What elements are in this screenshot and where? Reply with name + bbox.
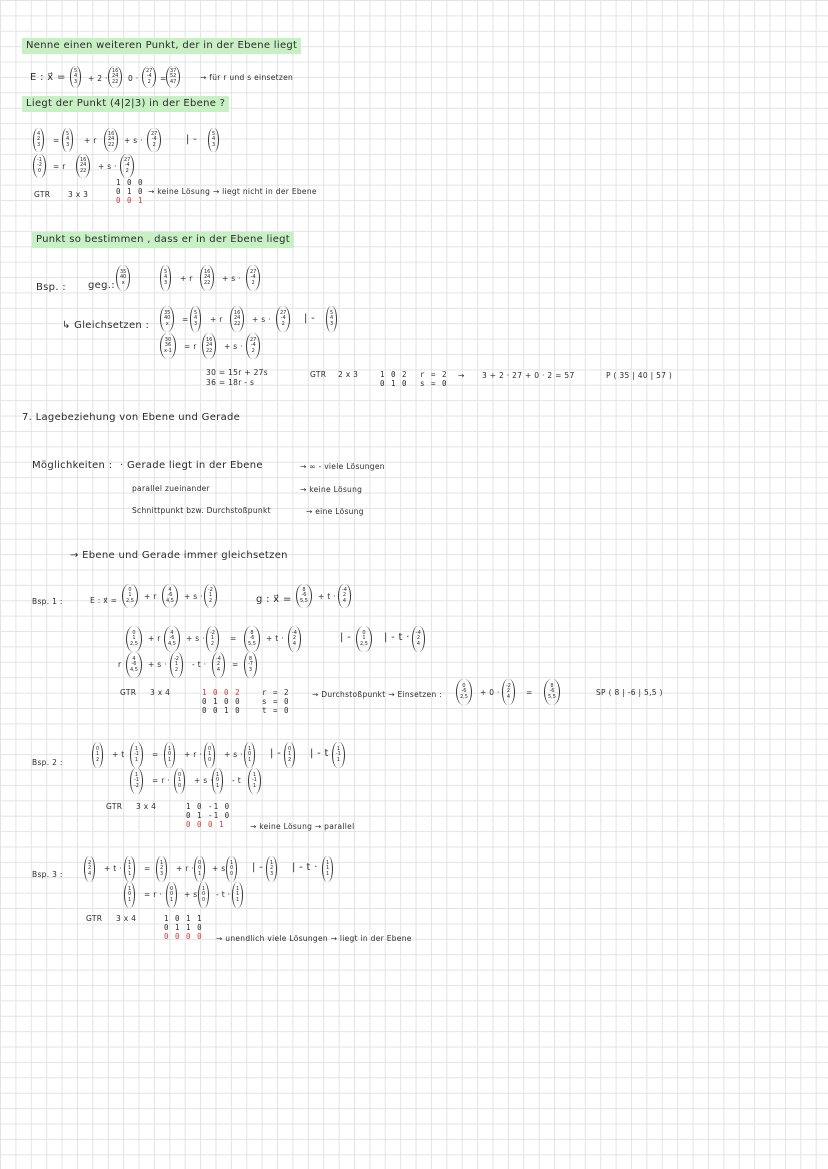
vector-support: 5 4 3 (70, 66, 81, 88)
vector: 1 0 1 (244, 742, 255, 768)
case-liegt-result: → ∞ - viele Lösungen (300, 462, 385, 471)
vector: 2 2 4 (84, 856, 95, 882)
vector-b-copy2: 16 24 22 (202, 333, 216, 359)
equation-1: 30 = 15r + 27s (206, 368, 268, 377)
operator: + r · (176, 864, 195, 873)
gtr-label: GTR (34, 190, 51, 199)
vector: 4 -6 4,5 (126, 652, 142, 678)
operator: = (232, 660, 239, 669)
vector: 1 -1 1 (332, 742, 345, 768)
case-liegt: · Gerade liegt in der Ebene (120, 460, 263, 471)
operator: = (182, 315, 189, 324)
operator: + t · (104, 864, 122, 873)
vector: 0 1 2 (284, 742, 295, 768)
operator: + s (212, 864, 226, 873)
vector: 4 -6 4,5 (164, 626, 180, 652)
operator: = r (53, 162, 66, 171)
heading-weiterer-punkt: Nenne einen weiteren Punkt, der in der Ebene liegt (22, 38, 301, 54)
given-label: geg.: (88, 280, 115, 291)
operator: + s · (186, 634, 205, 643)
operator: = r · (152, 776, 171, 785)
vector: 1 1 1 (124, 856, 135, 882)
operator: + r · (184, 750, 203, 759)
operator: + s · (148, 660, 167, 669)
vector-result: 37 52 47 (166, 66, 180, 88)
vector: 0 1 0 (204, 742, 215, 768)
matrix-dim: 3 x 4 (116, 914, 137, 923)
vector: -4 2 4 (212, 652, 225, 678)
vector: 4 -6 4,5 (162, 584, 178, 608)
operator: = (53, 136, 60, 145)
operator: 0 · (128, 74, 139, 83)
vector-c-copy2: 27 -4 2 (246, 333, 260, 359)
sp-result: SP ( 8 | -6 | 5,5 ) (596, 688, 663, 697)
gtr-label: GTR (310, 370, 327, 379)
solution-values: r = 2 s = 0 t = 0 (262, 688, 290, 715)
vector-a-copy: 5 4 3 (208, 128, 219, 152)
vector: -2 1 2 (206, 626, 219, 652)
vector-b: 16 24 22 (104, 128, 118, 152)
vector-given-copy: 35 40 x (160, 306, 174, 332)
rref-matrix: 1 0 1 1 0 1 1 0 0 0 0 0 (164, 914, 203, 941)
matrix-dim: 3 x 4 (136, 802, 157, 811)
vector: 1 -1 -2 (130, 768, 143, 794)
operator: = (160, 74, 167, 83)
note-einsetzen: → für r und s einsetzen (200, 73, 294, 82)
operator: + 0 · (480, 688, 500, 697)
operator: + r (148, 634, 161, 643)
vector: 0 1 2,5 (126, 626, 142, 652)
equation-2: 36 = 18r - s (206, 378, 255, 387)
gleichsetzen-label: ↳ Gleichsetzen : (62, 320, 150, 331)
matrix-dim: 2 x 3 (338, 370, 359, 379)
vector: 8 -6 5,5 (244, 626, 260, 652)
vector: 1 -1 1 (130, 742, 143, 768)
case-parallel: parallel zueinander (132, 484, 210, 493)
rref-matrix: 1 0 2 0 1 0 (380, 370, 408, 388)
vector-a: 5 4 3 (62, 128, 73, 152)
operator: - t · (192, 660, 207, 669)
vector-direction-1: 16 24 22 (108, 66, 122, 88)
case-schnittpunkt: Schnittpunkt bzw. Durchstoßpunkt (132, 506, 271, 515)
operator: | - (252, 862, 264, 873)
operator: = r · (144, 890, 163, 899)
vector: 1 -1 1 (248, 768, 261, 794)
example-2-label: Bsp. 2 : (32, 758, 63, 767)
vector-c-copy: 27 -4 2 (120, 154, 134, 178)
rule-gleichsetzen: → Ebene und Gerade immer gleichsetzen (70, 550, 288, 561)
result-text: → Durchstoßpunkt → Einsetzen : (312, 690, 443, 699)
vector: 0 0 1 (194, 856, 205, 882)
vector: 0 -6 2,5 (456, 679, 472, 705)
vector: 1 0 1 (212, 768, 223, 794)
operator: = (152, 750, 159, 759)
vector: -2 1 2 (170, 652, 183, 678)
case-parallel-result: → keine Lösung (300, 485, 363, 494)
vector: 1 1 1 (322, 856, 333, 882)
gtr-label: GTR (86, 914, 103, 923)
example-label: Bsp. : (36, 282, 66, 293)
operator: | - (186, 134, 198, 145)
vector-point: 4 2 3 (33, 128, 44, 152)
operator: + 2 · (88, 74, 108, 83)
point-result: P ( 35 | 40 | 57 ) (606, 371, 673, 380)
operator: | - (340, 632, 352, 643)
operator: + t · (318, 592, 336, 601)
vector: 0 1 2,5 (356, 626, 372, 652)
vector: 0 0 1 (166, 882, 177, 908)
operator: | - t (310, 748, 329, 759)
vector-b-copy: 16 24 22 (76, 154, 90, 178)
vector-d: -1 -2 0 (33, 154, 46, 178)
result-text: → keine Lösung → liegt nicht in der Ebene (148, 187, 317, 196)
case-schnittpunkt-result: → eine Lösung (306, 507, 364, 516)
operator: = (230, 634, 237, 643)
vector: -2 1 2 (204, 584, 217, 608)
vector-a-copy: 5 4 3 (190, 306, 201, 332)
operator: - t · (216, 890, 231, 899)
vector-diff: 30 36 x-1 (160, 333, 176, 359)
result-text: → keine Lösung → parallel (250, 822, 355, 831)
operator: = (526, 688, 533, 697)
vector: 0 1 2 (92, 742, 103, 768)
calculation: 3 + 2 · 27 + 0 · 2 = 57 (482, 371, 575, 380)
operator: + r (144, 592, 157, 601)
vector-a: 5 4 3 (160, 265, 171, 291)
vector-b: 16 24 22 (200, 265, 214, 291)
operator: | - t · (292, 862, 318, 873)
vector: 8 -6 5,5 (296, 584, 312, 608)
matrix-dim: 3 x 3 (68, 190, 89, 199)
vector: 1 2 3 (156, 856, 167, 882)
line-prefix: g : x⃗ = (256, 594, 292, 605)
operator: + s · (124, 136, 143, 145)
vector: 8 -7 3 (244, 652, 257, 678)
gtr-label: GTR (120, 688, 137, 697)
vector-b-copy: 16 24 22 (230, 306, 244, 332)
matrix-dim: 3 x 4 (150, 688, 171, 697)
vector: 1 1 1 (232, 882, 243, 908)
gtr-label: GTR (106, 802, 123, 811)
operator: + s · (224, 750, 243, 759)
operator: + s · (252, 315, 271, 324)
vector: -4 2 4 (412, 626, 425, 652)
operator: | - (270, 748, 282, 759)
vector: 1 0 1 (164, 742, 175, 768)
solution-values: r = 2 s = 0 (420, 370, 448, 388)
plane-equation-prefix: E : x⃗ = (30, 72, 66, 83)
vector-c: 27 -4 2 (147, 128, 161, 152)
vector-a-copy2: 5 4 3 (326, 306, 337, 332)
vector: 0 1 0 (174, 768, 185, 794)
operator: | - t · (384, 632, 410, 643)
operator: + r (84, 136, 97, 145)
plane-prefix: E : x⃗ = (90, 596, 118, 605)
vector-c: 27 -4 2 (246, 265, 260, 291)
example-3-label: Bsp. 3 : (32, 870, 63, 879)
example-1-label: Bsp. 1 : (32, 597, 63, 606)
operator: r (118, 660, 122, 669)
operator: | - (304, 313, 316, 324)
operator: + r (180, 274, 193, 283)
operator: - t (232, 776, 241, 785)
vector-direction-2: 27 -4 2 (142, 66, 156, 88)
arrow: → (458, 371, 465, 380)
operator: + s · (184, 592, 203, 601)
operator: + s · (98, 162, 117, 171)
vector: 1 0 0 (226, 856, 237, 882)
vector-c-copy: 27 -4 2 (276, 306, 290, 332)
heading-lagebeziehung: 7. Lagebeziehung von Ebene und Gerade (22, 412, 241, 423)
operator: + s (184, 890, 198, 899)
vector: 1 2 3 (266, 856, 277, 882)
vector: 0 1 2,5 (122, 584, 138, 608)
operator: + s · (194, 776, 213, 785)
vector: 8 -6 5,5 (544, 679, 560, 705)
vector: -4 2 4 (288, 626, 301, 652)
operator: + r (210, 315, 223, 324)
rref-matrix: 1 0 0 0 1 0 0 0 1 (116, 178, 144, 205)
rref-matrix: 1 0 -1 0 0 1 -1 0 0 0 0 1 (186, 802, 231, 829)
vector: 1 0 0 (198, 882, 209, 908)
operator: + t · (266, 634, 284, 643)
vector: -4 2 4 (338, 584, 351, 608)
heading-liegt-punkt: Liegt der Punkt (4|2|3) in der Ebene ? (22, 96, 229, 112)
operator: + t (112, 750, 125, 759)
operator: + s · (222, 274, 241, 283)
heading-punkt-bestimmen: Punkt so bestimmen , dass er in der Ebene liegt (32, 232, 294, 248)
vector: -2 2 4 (502, 679, 515, 705)
vector: 1 0 1 (124, 882, 135, 908)
moeglichkeiten-label: Möglichkeiten : (32, 460, 113, 471)
operator: + s · (224, 342, 243, 351)
operator: = r (184, 342, 197, 351)
vector-given: 35 40 x (116, 265, 130, 291)
rref-matrix: 1 0 0 2 0 1 0 0 0 0 1 0 (202, 688, 241, 715)
result-text: → unendlich viele Lösungen → liegt in der Ebene (216, 934, 412, 943)
operator: = (144, 864, 151, 873)
